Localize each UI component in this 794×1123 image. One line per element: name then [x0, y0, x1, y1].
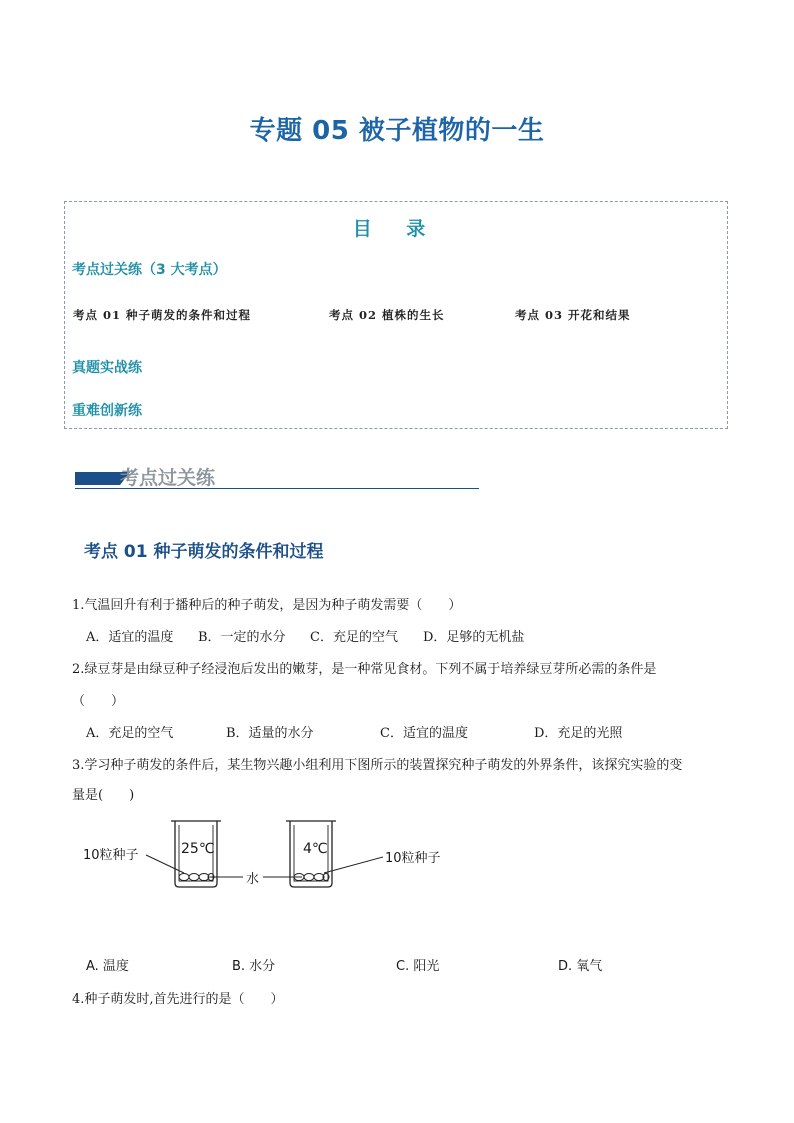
- toc-section-innovation[interactable]: 重难创新练: [72, 403, 142, 419]
- question-4-stem: 4.种子萌发时,首先进行的是（ ）: [72, 992, 284, 1007]
- question-3-stem-continued: 量是( ): [72, 788, 135, 803]
- right-temperature-label: 4℃: [303, 841, 328, 857]
- question-1-option-a: A．适宜的温度: [86, 630, 174, 645]
- toc-section-practice[interactable]: 考点过关练（3 大考点）: [72, 262, 227, 278]
- toc-point-03[interactable]: 考点 03 开花和结果: [515, 308, 631, 322]
- right-seed-pointer: [324, 857, 383, 873]
- toc-point-02[interactable]: 考点 02 植株的生长: [329, 308, 445, 322]
- question-2-option-b: B．适量的水分: [226, 726, 314, 741]
- question-3-stem: 3.学习种子萌发的条件后，某生物兴趣小组利用下图所示的装置探究种子萌发的外界条件，该探究实验的变: [72, 758, 683, 773]
- water-label: 水: [246, 872, 260, 887]
- toc-heading: 目 录: [352, 218, 440, 240]
- left-seed-pointer: [146, 855, 184, 873]
- question-3-option-b: B. 水分: [232, 959, 276, 974]
- question-1-option-c: C．充足的空气: [310, 630, 398, 645]
- page-title: 专题 05 被子植物的一生: [249, 116, 545, 146]
- question-3-option-c: C. 阳光: [396, 959, 440, 974]
- left-seed-label: 10粒种子: [83, 848, 139, 863]
- beaker-figure: [80, 815, 460, 895]
- banner-underline: [75, 488, 479, 489]
- right-seed-label: 10粒种子: [385, 851, 441, 866]
- table-of-contents: [64, 201, 728, 429]
- question-2-option-a: A．充足的空气: [86, 726, 174, 741]
- toc-section-real-exam[interactable]: 真题实战练: [72, 360, 142, 376]
- question-1-stem: 1.气温回升有利于播种后的种子萌发，是因为种子萌发需要（ ）: [72, 598, 462, 613]
- question-2-option-c: C．适宜的温度: [380, 726, 468, 741]
- question-2-option-d: D．充足的光照: [534, 726, 623, 741]
- question-3-option-a: A. 温度: [86, 959, 129, 974]
- banner-bar: [75, 472, 120, 485]
- left-temperature-label: 25℃: [181, 841, 215, 857]
- question-1-option-b: B．一定的水分: [198, 630, 286, 645]
- section-banner: 考点过关练: [120, 467, 216, 489]
- toc-point-01[interactable]: 考点 01 种子萌发的条件和过程: [73, 308, 252, 322]
- question-3-option-d: D. 氧气: [558, 959, 603, 974]
- question-2-stem: 2.绿豆芽是由绿豆种子经浸泡后发出的嫩芽，是一种常见食材。下列不属于培养绿豆芽所必需的条件是: [72, 662, 657, 677]
- section-heading: 考点 01 种子萌发的条件和过程: [84, 542, 324, 562]
- question-2-stem-continued: （ ）: [72, 694, 125, 709]
- question-1-option-d: D．足够的无机盐: [423, 630, 525, 645]
